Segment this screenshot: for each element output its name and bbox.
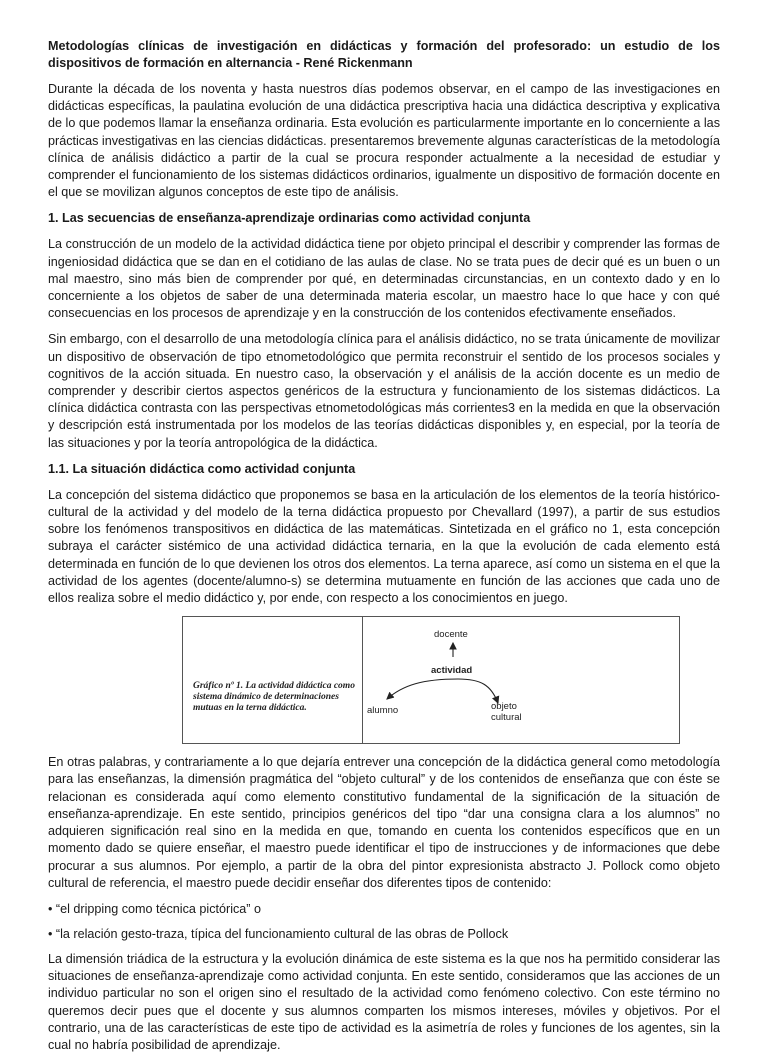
label-alumno: alumno — [367, 705, 399, 717]
curve-to-alumno — [387, 679, 458, 699]
after-figure-paragraph-2: La dimensión triádica de la estructura y la evolución dinámica de este sistema es la que nos ha permitido considerar las situaciones de enseñanza-aprendizaje como actividad conjunta. En este sentido, consideramos que las acciones de un individuo particular no son el origen sino el resultado de la actividad como fenómeno colectivo. Con este término no queremos decir pues que el docente y sus alumnos comparten los mismos intereses, móviles y objetivos. Por el contrario, una de las características de este tipo de actividad es la asimetría de roles y funciones de los agentes, sin la cual no habría posibilidad de aprendizaje. — [48, 951, 720, 1052]
curve-to-objeto-cultural — [458, 679, 498, 703]
section-1-1-paragraph: La concepción del sistema didáctico que proponemos se basa en la articulación de los elementos de la teoría histórico-cultural de la actividad y del modelo de la terna didáctica propuesto por Chevallard (1997), a partir de sus estudios sobre los fenómenos transpositivos en didáctica de las matemáticas. Sintetizada en el gráfico no 1, esta concepción subraya el carácter sistémico de una actividad didáctica ternaria, en la que la evolución de cada elemento está determinada en función de lo que devienen los otros dos elementos. La terna aparece, así como un sistema en el que la actividad de los agentes (docente/alumno-s) se determina mutuamente en función de las acciones que cada uno de ellos realiza sobre el medio didáctico y, por ende, con respecto a los conocimientos en juego. — [48, 487, 720, 606]
figure-caption: Gráfico nº 1. La actividad didáctica como sistema dinámico de determinaciones mutuas en la terna didáctica. — [193, 681, 355, 714]
figure-1 — [182, 616, 680, 744]
figure-caption-panel — [183, 617, 363, 743]
section-1-heading: 1. Las secuencias de enseñanza-aprendizaje ordinarias como actividad conjunta — [48, 211, 531, 226]
figure-diagram — [363, 617, 677, 741]
bullet-item-2: • “la relación gesto-traza, típica del funcionamiento cultural de las obras de Pollock — [48, 926, 509, 941]
section-1-1-heading: 1.1. La situación didáctica como actividad conjunta — [48, 461, 356, 476]
label-cultural: cultural — [491, 712, 522, 724]
section-1-paragraph-1: La construcción de un modelo de la actividad didáctica tiene por objeto principal el describir y comprender las formas de ingeniosidad didáctica que se dan en el cotidiano de las aulas de clase. No se trata pues de decir qué es un buen o un mal maestro, sino más bien de comprender por qué, en determinadas circunstancias, en un contexto dado y en lo concerniente a los objetos de saber de una determinada materia escolar, un maestro hace lo que hace y con qué consecuencias en los procesos de aprendizaje y en la construcción de los contenidos efectivamente enseñados. — [48, 237, 720, 321]
label-actividad: actividad — [431, 665, 473, 677]
bullet-item-1: • “el dripping como técnica pictórica” o — [48, 901, 261, 916]
intro-paragraph: Durante la década de los noventa y hasta nuestros días podemos observar, en el campo de las investigaciones en didácticas específicas, la paulatina evolución de una didáctica prescriptiva hacia una didáctica descriptiva y explicativa de lo que podemos llamar la enseñanza ordinaria. Esta evolución es particularmente importante en lo concerniente a las prácticas investigativas en las ciencias didácticas. presentaremos brevemente algunas características de la metodología clínica de análisis didáctico a partir de la cual se procura responder actualmente a la necesidad de estudiar y comprender el funcionamiento de los sistemas didácticos ordinarios, igualmente un dispositivo de formación docente en el que se movilizan algunos conceptos de este tipo de análisis. — [48, 82, 721, 200]
document-title: Metodologías clínicas de investigación en didácticas y formación del profesorado: un estudio de los dispositivos de formación en alternancia - René Rickenmann — [48, 39, 720, 70]
after-figure-paragraph-1: En otras palabras, y contrariamente a lo que dejaría entrever una concepción de la didáctica general como metodología para las enseñanzas, la dimensión pragmática del “objeto cultural” y de los contenidos de enseñanza que con éste se relacionan es considerada aquí como elemento constitutivo fundamental de la significación de la situación de enseñanza-aprendizaje. En este sentido, principios genéricos del tipo “dar una consigna clara a los alumnos” no adquieren significación real sino en la medida en que, tomando en cuenta los contenidos específicos que en un momento dado se quiere enseñar, el maestro puede identificar el tipo de instrucciones y de informaciones que debe procurar a sus alumnos. Por ejemplo, a partir de la obra del pintor expresionista abstracto J. Pollock como objeto cultural de referencia, el maestro puede decidir enseñar dos diferentes tipos de contenido: — [48, 755, 720, 890]
label-objeto: objeto — [491, 701, 517, 713]
section-1-paragraph-2: Sin embargo, con el desarrollo de una metodología clínica para el análisis didáctico, no se trata únicamente de movilizar un dispositivo de observación de tipo etnometodológico que permita reconstruir el sentido de los procesos sociales y cognitivos de la acción situada. En nuestro caso, la observación y el análisis de la acción docente es un medio de comprender y describir ciertos aspectos genéricos de la estructura y funcionamiento de los sistemas didácticos. La clínica didáctica contrasta con las perspectivas etnometodológicas más corrientes3 en la medida en que la observación y descripción está instrumentada por los modelos de las teorías didácticas disponibles y, en especial, por la teoría de las situaciones y por la teoría antropológica de la didáctica. — [48, 332, 720, 450]
label-docente: docente — [434, 629, 468, 641]
